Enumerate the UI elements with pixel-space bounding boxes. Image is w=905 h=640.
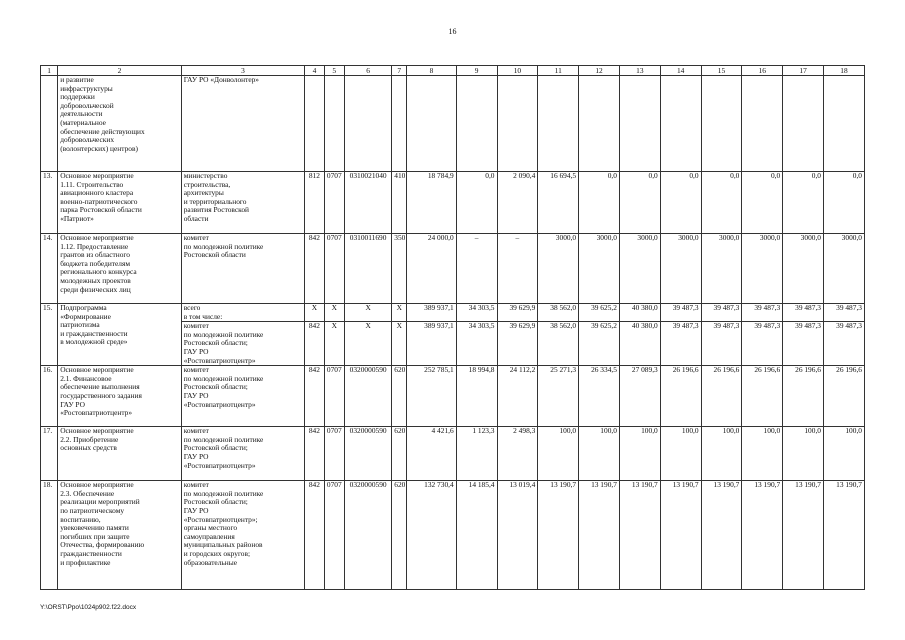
section-code: X bbox=[324, 322, 344, 366]
table-row bbox=[41, 304, 865, 322]
table-row bbox=[41, 234, 865, 304]
grbs-code: 842 bbox=[305, 234, 324, 304]
year-value: 39 487,3 bbox=[783, 304, 824, 322]
executor: ГАУ РО «Донволонтер» bbox=[181, 76, 305, 172]
year-value: 0,0 bbox=[579, 172, 620, 234]
target-code: 0320000590 bbox=[344, 427, 391, 481]
target-code bbox=[344, 76, 391, 172]
year-value bbox=[538, 76, 579, 172]
year-value bbox=[824, 76, 865, 172]
year-value bbox=[783, 76, 824, 172]
year-value: 38 562,0 bbox=[538, 304, 579, 322]
year-value: 0,0 bbox=[456, 172, 497, 234]
col-header: 3 bbox=[181, 66, 305, 76]
year-value: 39 487,3 bbox=[742, 304, 783, 322]
year-value: 100,0 bbox=[824, 427, 865, 481]
year-value: 100,0 bbox=[538, 427, 579, 481]
year-value: 40 380,0 bbox=[619, 304, 660, 322]
row-number bbox=[41, 76, 58, 172]
expense-type bbox=[392, 76, 407, 172]
year-value: 26 196,6 bbox=[701, 366, 742, 427]
year-value bbox=[497, 76, 538, 172]
year-value: 39 487,3 bbox=[660, 322, 701, 366]
year-value: 3000,0 bbox=[783, 234, 824, 304]
executor: министерство строительства, архитектуры и территориального развития Ростовской области bbox=[181, 172, 305, 234]
executor: комитет по молодежной политике Ростовской области; ГАУ РО «Ростовпатриотцентр»; органы местного самоуправления муниципальных районов и городских округов; образовательные bbox=[181, 481, 305, 590]
page-number: 16 bbox=[448, 27, 457, 36]
year-value: 13 190,7 bbox=[660, 481, 701, 590]
total-value: 132 730,4 bbox=[407, 481, 456, 590]
section-code: 0707 bbox=[324, 427, 344, 481]
year-value: 3000,0 bbox=[701, 234, 742, 304]
grbs-code: 812 bbox=[305, 172, 324, 234]
measure-name: и развитие инфраструктуры поддержки добровольческой деятельности (материальное обеспечение действующих добровольческих (волонтерских) центров) bbox=[58, 76, 182, 172]
year-value: 34 303,5 bbox=[456, 322, 497, 366]
year-value: 100,0 bbox=[619, 427, 660, 481]
year-value: 18 994,8 bbox=[456, 366, 497, 427]
total-value: 18 784,9 bbox=[407, 172, 456, 234]
col-header: 13 bbox=[619, 66, 660, 76]
executor: комитет по молодежной политике Ростовской области; ГАУ РО «Ростовпатриотцентр» bbox=[181, 427, 305, 481]
table-row bbox=[41, 76, 865, 172]
year-value: 13 190,7 bbox=[783, 481, 824, 590]
grbs-code: X bbox=[305, 304, 324, 322]
col-header: 15 bbox=[701, 66, 742, 76]
year-value: 16 694,5 bbox=[538, 172, 579, 234]
row-number: 17. bbox=[41, 427, 58, 481]
year-value: 39 487,3 bbox=[824, 322, 865, 366]
year-value: 13 190,7 bbox=[538, 481, 579, 590]
year-value: 26 334,5 bbox=[579, 366, 620, 427]
expense-type: 620 bbox=[392, 481, 407, 590]
col-header: 9 bbox=[456, 66, 497, 76]
year-value bbox=[619, 76, 660, 172]
year-value: 3000,0 bbox=[824, 234, 865, 304]
year-value: 2 498,3 bbox=[497, 427, 538, 481]
target-code: 0310021040 bbox=[344, 172, 391, 234]
grbs-code: 842 bbox=[305, 366, 324, 427]
total-value: 389 937,1 bbox=[407, 304, 456, 322]
target-code: 0320000590 bbox=[344, 366, 391, 427]
expense-type: 410 bbox=[392, 172, 407, 234]
year-value: 13 190,7 bbox=[619, 481, 660, 590]
section-code: 0707 bbox=[324, 366, 344, 427]
col-header: 16 bbox=[742, 66, 783, 76]
year-value: 27 089,3 bbox=[619, 366, 660, 427]
col-header: 14 bbox=[660, 66, 701, 76]
col-header: 17 bbox=[783, 66, 824, 76]
col-header: 1 bbox=[41, 66, 58, 76]
year-value: 0,0 bbox=[824, 172, 865, 234]
year-value: 39 487,3 bbox=[701, 322, 742, 366]
col-header: 4 bbox=[305, 66, 324, 76]
year-value: 1 123,3 bbox=[456, 427, 497, 481]
year-value: 14 185,4 bbox=[456, 481, 497, 590]
expense-type: X bbox=[392, 304, 407, 322]
year-value: 13 190,7 bbox=[742, 481, 783, 590]
col-header: 2 bbox=[58, 66, 182, 76]
col-header: 8 bbox=[407, 66, 456, 76]
table-header-row bbox=[41, 66, 865, 76]
col-header: 7 bbox=[392, 66, 407, 76]
year-value bbox=[701, 76, 742, 172]
year-value: 2 090,4 bbox=[497, 172, 538, 234]
section-code: X bbox=[324, 304, 344, 322]
row-number: 15. bbox=[41, 304, 58, 366]
target-code: X bbox=[344, 322, 391, 366]
year-value: 3000,0 bbox=[579, 234, 620, 304]
col-header: 11 bbox=[538, 66, 579, 76]
expense-type: X bbox=[392, 322, 407, 366]
year-value: 39 487,3 bbox=[824, 304, 865, 322]
budget-table bbox=[40, 65, 865, 590]
total-value: 389 937,1 bbox=[407, 322, 456, 366]
year-value: 3000,0 bbox=[742, 234, 783, 304]
total-value: 4 421,6 bbox=[407, 427, 456, 481]
total-value: 24 000,0 bbox=[407, 234, 456, 304]
year-value: 0,0 bbox=[660, 172, 701, 234]
year-value: 100,0 bbox=[701, 427, 742, 481]
row-number: 18. bbox=[41, 481, 58, 590]
row-number: 14. bbox=[41, 234, 58, 304]
year-value: 100,0 bbox=[783, 427, 824, 481]
year-value: 13 190,7 bbox=[701, 481, 742, 590]
total-value bbox=[407, 76, 456, 172]
year-value: 13 019,4 bbox=[497, 481, 538, 590]
year-value: 26 196,6 bbox=[824, 366, 865, 427]
year-value: 100,0 bbox=[742, 427, 783, 481]
year-value: – bbox=[456, 234, 497, 304]
year-value: 0,0 bbox=[742, 172, 783, 234]
col-header: 18 bbox=[824, 66, 865, 76]
measure-name: Основное мероприятие 2.1. Финансовое обеспечение выполнения государственного задания ГАУ РО «Ростовпатриотцентр» bbox=[58, 366, 182, 427]
year-value: 38 562,0 bbox=[538, 322, 579, 366]
year-value: 39 629,9 bbox=[497, 304, 538, 322]
measure-name: Основное мероприятие 2.3. Обеспечение реализации мероприятий по патриотическому воспитанию, увековечению памяти погибших при защите Отечества, формированию гражданственности и профилактике bbox=[58, 481, 182, 590]
executor: комитет по молодежной политике Ростовской области; ГАУ РО «Ростовпатриотцентр» bbox=[181, 322, 305, 366]
year-value: 26 196,6 bbox=[783, 366, 824, 427]
measure-name: Подпрограмма «Формирование патриотизма и гражданственности в молодежной среде» bbox=[58, 304, 182, 366]
measure-name: Основное мероприятие 1.12. Предоставление грантов из областного бюджета победителям регионального конкурса молодежных проектов среди физических лиц bbox=[58, 234, 182, 304]
total-value: 252 785,1 bbox=[407, 366, 456, 427]
table-row bbox=[41, 427, 865, 481]
measure-name: Основное мероприятие 1.11. Строительство авиационного кластера военно-патриотического парка Ростовской области «Патриот» bbox=[58, 172, 182, 234]
grbs-code: 842 bbox=[305, 427, 324, 481]
year-value: 26 196,6 bbox=[660, 366, 701, 427]
target-code: 0310011690 bbox=[344, 234, 391, 304]
file-path-footer: Y:\ORST\Ppo\1024p902.f22.docx bbox=[40, 604, 137, 611]
year-value bbox=[742, 76, 783, 172]
year-value: 0,0 bbox=[701, 172, 742, 234]
measure-name: Основное мероприятие 2.2. Приобретение основных средств bbox=[58, 427, 182, 481]
col-header: 5 bbox=[324, 66, 344, 76]
section-code: 0707 bbox=[324, 234, 344, 304]
year-value: 13 190,7 bbox=[824, 481, 865, 590]
year-value bbox=[579, 76, 620, 172]
year-value: 39 487,3 bbox=[742, 322, 783, 366]
table-row bbox=[41, 481, 865, 590]
year-value: 100,0 bbox=[579, 427, 620, 481]
year-value: – bbox=[497, 234, 538, 304]
year-value: 24 112,2 bbox=[497, 366, 538, 427]
year-value: 39 625,2 bbox=[579, 322, 620, 366]
year-value: 3000,0 bbox=[538, 234, 579, 304]
section-code bbox=[324, 76, 344, 172]
expense-type: 620 bbox=[392, 366, 407, 427]
year-value: 0,0 bbox=[783, 172, 824, 234]
year-value: 0,0 bbox=[619, 172, 660, 234]
expense-type: 620 bbox=[392, 427, 407, 481]
grbs-code: 842 bbox=[305, 481, 324, 590]
year-value: 39 629,9 bbox=[497, 322, 538, 366]
executor: комитет по молодежной политике Ростовской области; ГАУ РО «Ростовпатриотцентр» bbox=[181, 366, 305, 427]
year-value: 39 487,3 bbox=[701, 304, 742, 322]
table-row bbox=[41, 366, 865, 427]
year-value: 39 625,2 bbox=[579, 304, 620, 322]
year-value: 3000,0 bbox=[660, 234, 701, 304]
year-value: 34 303,5 bbox=[456, 304, 497, 322]
col-header: 12 bbox=[579, 66, 620, 76]
target-code: 0320000590 bbox=[344, 481, 391, 590]
executor: комитет по молодежной политике Ростовской области bbox=[181, 234, 305, 304]
table-row bbox=[41, 172, 865, 234]
col-header: 6 bbox=[344, 66, 391, 76]
year-value: 26 196,6 bbox=[742, 366, 783, 427]
year-value: 25 271,3 bbox=[538, 366, 579, 427]
row-number: 16. bbox=[41, 366, 58, 427]
col-header: 10 bbox=[497, 66, 538, 76]
row-number: 13. bbox=[41, 172, 58, 234]
year-value: 100,0 bbox=[660, 427, 701, 481]
year-value: 39 487,3 bbox=[783, 322, 824, 366]
year-value: 40 380,0 bbox=[619, 322, 660, 366]
expense-type: 350 bbox=[392, 234, 407, 304]
section-code: 0707 bbox=[324, 172, 344, 234]
year-value: 3000,0 bbox=[619, 234, 660, 304]
year-value: 13 190,7 bbox=[579, 481, 620, 590]
section-code: 0707 bbox=[324, 481, 344, 590]
year-value bbox=[456, 76, 497, 172]
executor: всего в том числе: bbox=[181, 304, 305, 322]
grbs-code bbox=[305, 76, 324, 172]
target-code: X bbox=[344, 304, 391, 322]
year-value bbox=[660, 76, 701, 172]
grbs-code: 842 bbox=[305, 322, 324, 366]
year-value: 39 487,3 bbox=[660, 304, 701, 322]
